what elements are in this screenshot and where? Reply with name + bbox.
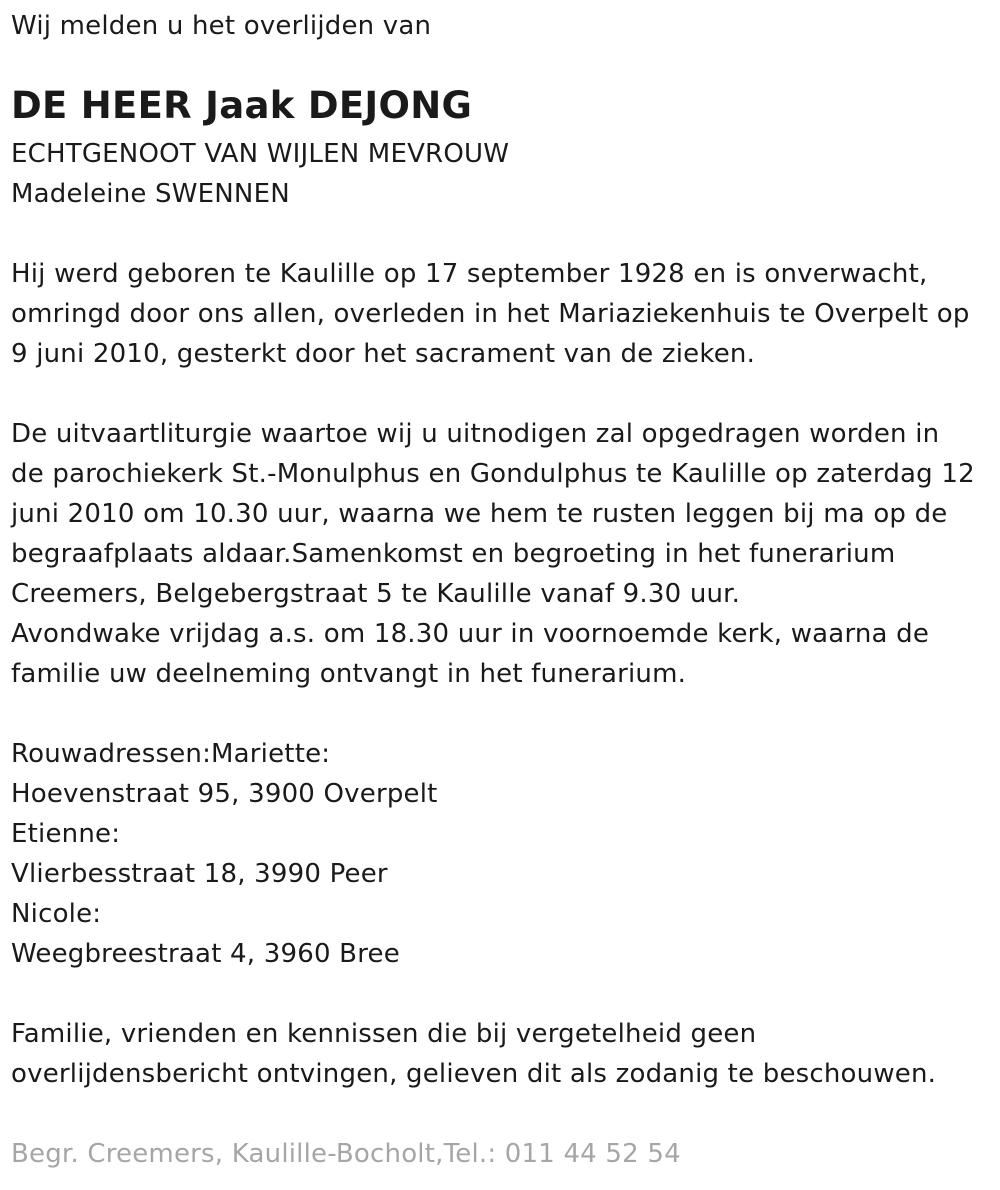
address-line: Etienne: xyxy=(11,819,121,849)
address-line: Nicole: xyxy=(11,899,102,929)
spouse-block xyxy=(11,134,509,214)
paragraph-line: begraafplaats aldaar.Samenkomst en begroeting in het funerarium xyxy=(11,539,896,569)
deceased-name: DE HEER Jaak DEJONG xyxy=(11,84,473,127)
funeral-paragraph xyxy=(11,414,975,694)
paragraph-line: familie uw deelneming ontvangt in het funerarium. xyxy=(11,659,687,689)
paragraph-line: juni 2010 om 10.30 uur, waarna we hem te rusten leggen bij ma op de xyxy=(11,499,948,529)
paragraph-line: overlijdensbericht ontvingen, gelieven dit als zodanig te beschouwen. xyxy=(11,1059,937,1089)
address-line: Hoevenstraat 95, 3900 Overpelt xyxy=(11,779,438,809)
paragraph-line: De uitvaartliturgie waartoe wij u uitnodigen zal opgedragen worden in xyxy=(11,419,940,449)
paragraph-line: Creemers, Belgebergstraat 5 te Kaulille vanaf 9.30 uur. xyxy=(11,579,741,609)
address-line: Vlierbesstraat 18, 3990 Peer xyxy=(11,859,388,889)
paragraph-line: Avondwake vrijdag a.s. om 18.30 uur in voornoemde kerk, waarna de xyxy=(11,619,930,649)
address-line: Rouwadressen:Mariette: xyxy=(11,739,331,769)
mourning-addresses xyxy=(11,734,438,974)
paragraph-line: de parochiekerk St.-Monulphus en Gondulphus te Kaulille op zaterdag 12 xyxy=(11,459,975,489)
notice-paragraph xyxy=(11,1014,936,1094)
paragraph-line: Familie, vrienden en kennissen die bij vergetelheid geen xyxy=(11,1019,757,1049)
birth-death-paragraph xyxy=(11,254,970,374)
paragraph-line: omringd door ons allen, overleden in het Mariaziekenhuis te Overpelt op xyxy=(11,299,970,329)
funeral-home-footer: Begr. Creemers, Kaulille-Bocholt,Tel.: 011 44 52 54 xyxy=(11,1139,681,1169)
spouse-line: ECHTGENOOT VAN WIJLEN MEVROUW xyxy=(11,139,510,169)
paragraph-line: 9 juni 2010, gesterkt door het sacrament van de zieken. xyxy=(11,339,756,369)
spouse-name: Madeleine SWENNEN xyxy=(11,179,290,209)
intro-text: Wij melden u het overlijden van xyxy=(11,11,432,41)
address-line: Weegbreestraat 4, 3960 Bree xyxy=(11,939,400,969)
paragraph-line: Hij werd geboren te Kaulille op 17 september 1928 en is onverwacht, xyxy=(11,259,928,289)
